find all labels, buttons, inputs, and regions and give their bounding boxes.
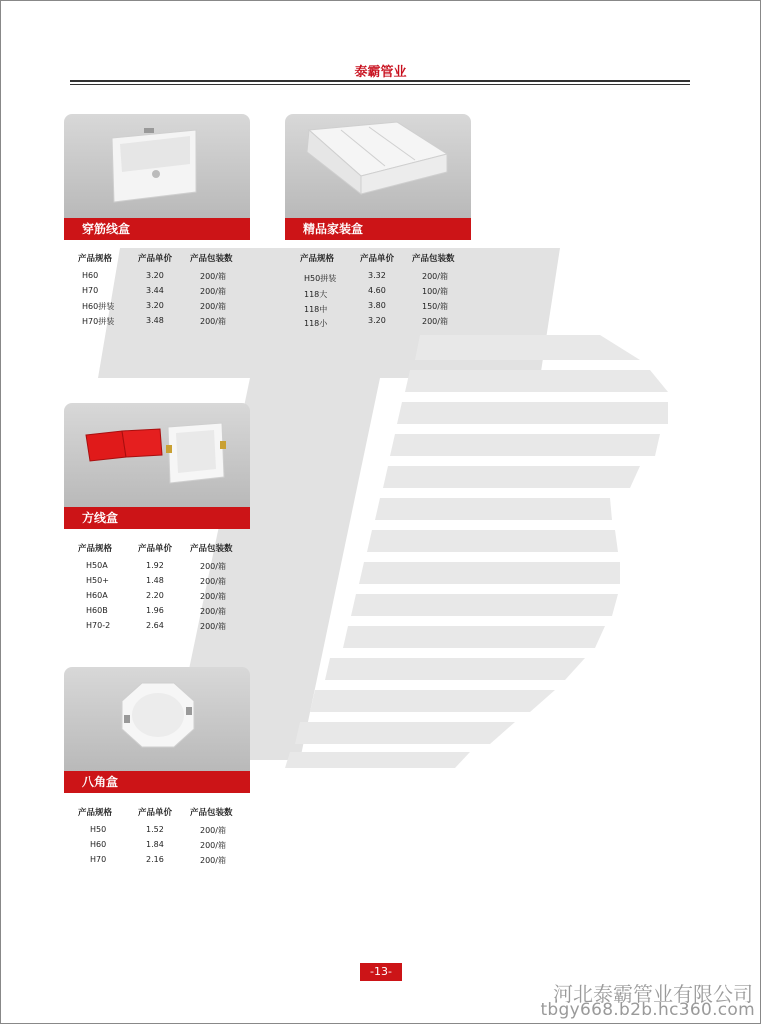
table-cell: 118中 <box>304 305 328 314</box>
product-title: 方线盒 <box>64 507 250 529</box>
table-cell: 200/箱 <box>422 272 448 281</box>
white-square-box-photo <box>64 114 250 218</box>
header-title: 泰霸管业 <box>354 65 407 80</box>
table-cell: 200/箱 <box>200 856 226 865</box>
table-cell: 1.92 <box>146 561 164 570</box>
table-cell: 200/箱 <box>200 592 226 601</box>
table-cell: 3.44 <box>146 286 164 295</box>
white-octagon-box-photo <box>64 667 250 771</box>
table-cell: 200/箱 <box>200 302 226 311</box>
red-and-white-square-box-photo <box>64 403 250 507</box>
table-cell: H70 <box>82 286 99 295</box>
table-cell: 1.96 <box>146 606 164 615</box>
table-cell: 150/箱 <box>422 302 448 311</box>
column-header-spec: 产品规格 <box>300 254 335 264</box>
table-cell: 200/箱 <box>200 317 226 326</box>
white-long-box-photo <box>285 114 471 218</box>
product-card-1 <box>64 114 250 240</box>
table-cell: 2.20 <box>146 591 164 600</box>
column-header-pack: 产品包装数 <box>190 544 233 554</box>
table-cell: H50拼装 <box>304 274 337 283</box>
table-cell: H50A <box>86 561 108 570</box>
product-card-3 <box>64 403 250 529</box>
column-header-spec: 产品规格 <box>78 254 113 264</box>
table-cell: 3.20 <box>368 316 386 325</box>
table-cell: H70 <box>90 855 107 864</box>
table-cell: 3.20 <box>146 271 164 280</box>
table-cell: 200/箱 <box>200 607 226 616</box>
table-cell: 100/箱 <box>422 287 448 296</box>
product-title: 穿筋线盒 <box>64 218 250 240</box>
table-cell: 3.32 <box>368 271 386 280</box>
table-cell: 3.48 <box>146 316 164 325</box>
column-header-spec: 产品规格 <box>78 544 113 554</box>
table-cell: 200/箱 <box>200 272 226 281</box>
table-cell: H60B <box>86 606 108 615</box>
table-cell: 3.80 <box>368 301 386 310</box>
page-number: -13- <box>360 963 402 981</box>
header-rule-thin <box>70 84 690 85</box>
table-cell: 3.20 <box>146 301 164 310</box>
company-url-watermark: tbgy668.b2b.hc360.com <box>540 1000 755 1020</box>
table-cell: H60A <box>86 591 108 600</box>
column-header-price: 产品单价 <box>138 808 173 818</box>
table-cell: H70拼装 <box>82 317 115 326</box>
product-title: 八角盒 <box>64 771 250 793</box>
column-header-price: 产品单价 <box>138 254 173 264</box>
table-cell: H50 <box>90 825 107 834</box>
table-cell: 200/箱 <box>200 287 226 296</box>
column-header-pack: 产品包装数 <box>190 808 233 818</box>
table-cell: 200/箱 <box>200 841 226 850</box>
table-cell: 118小 <box>304 319 328 328</box>
table-cell: 200/箱 <box>422 317 448 326</box>
table-cell: 2.16 <box>146 855 164 864</box>
column-header-pack: 产品包装数 <box>412 254 455 264</box>
header-rule <box>70 80 690 82</box>
product-title: 精品家装盒 <box>285 218 471 240</box>
product-card-2 <box>285 114 471 240</box>
table-cell: 1.84 <box>146 840 164 849</box>
table-cell: 2.64 <box>146 621 164 630</box>
table-cell: 4.60 <box>368 286 386 295</box>
table-cell: H50+ <box>86 576 109 585</box>
company-name-watermark: 河北泰霸管业有限公司 <box>553 982 753 1006</box>
table-cell: 1.48 <box>146 576 164 585</box>
column-header-price: 产品单价 <box>138 544 173 554</box>
table-cell: 200/箱 <box>200 622 226 631</box>
product-card-4 <box>64 667 250 793</box>
column-header-pack: 产品包装数 <box>190 254 233 264</box>
column-header-price: 产品单价 <box>360 254 395 264</box>
table-cell: 200/箱 <box>200 826 226 835</box>
table-cell: H70-2 <box>86 621 111 630</box>
table-cell: 1.52 <box>146 825 164 834</box>
table-cell: H60 <box>90 840 107 849</box>
column-header-spec: 产品规格 <box>78 808 113 818</box>
table-cell: 200/箱 <box>200 577 226 586</box>
table-cell: 200/箱 <box>200 562 226 571</box>
table-cell: H60拼装 <box>82 302 115 311</box>
table-cell: H60 <box>82 271 99 280</box>
table-cell: 118大 <box>304 290 328 299</box>
